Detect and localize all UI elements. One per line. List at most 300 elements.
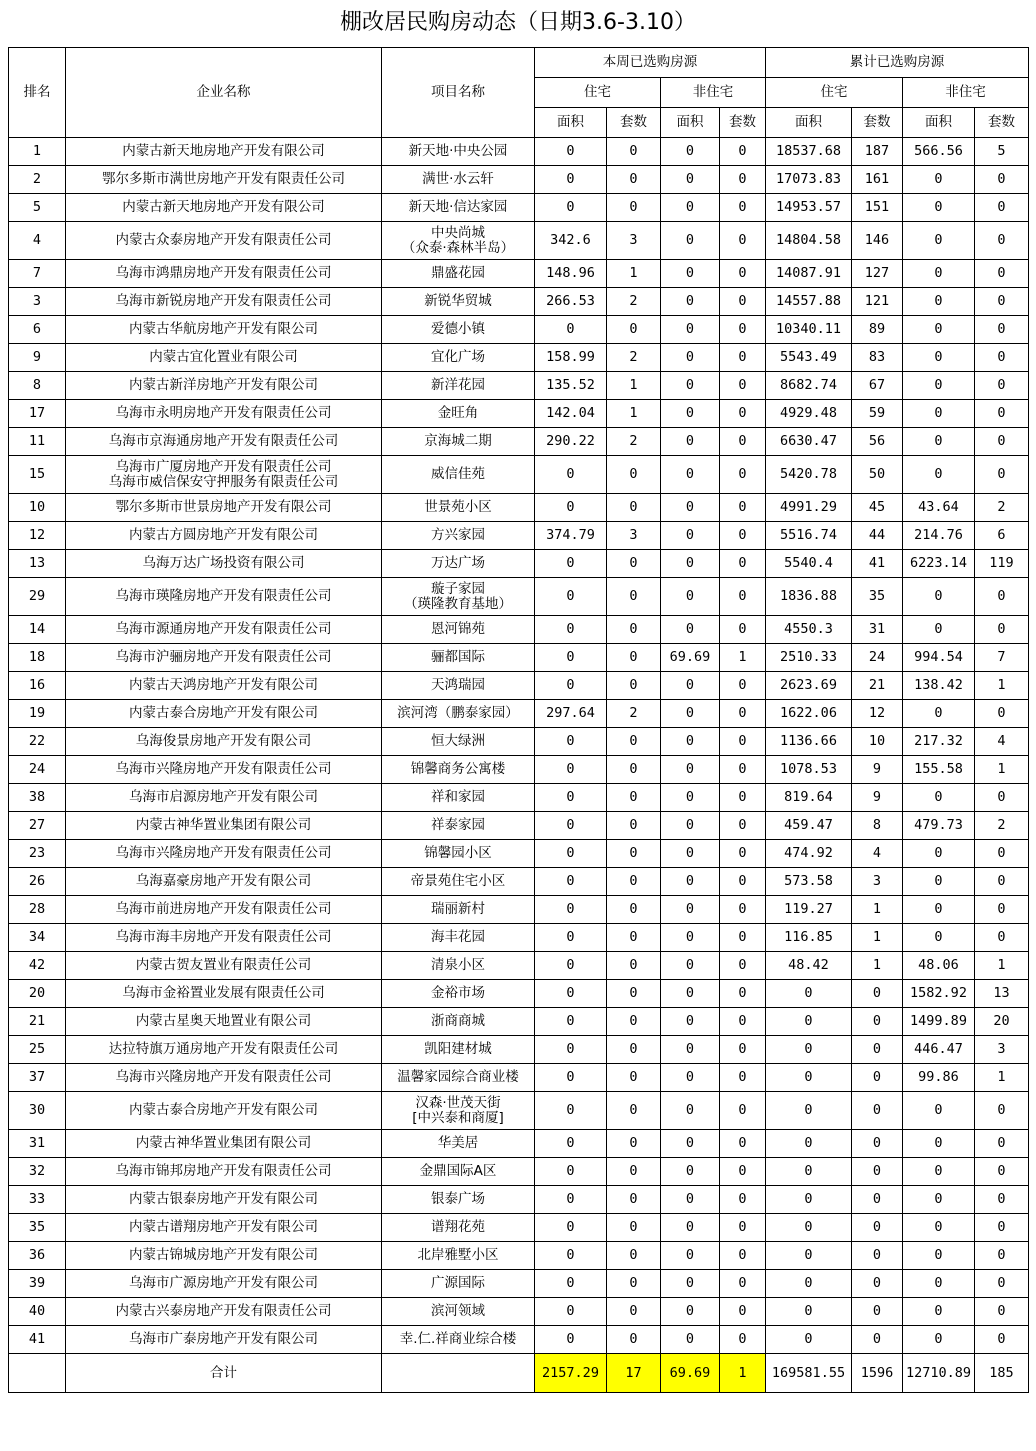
cell-cum-res-area: 0 bbox=[766, 1298, 852, 1326]
cell-week-res-area: 374.79 bbox=[535, 522, 607, 550]
cell-company: 内蒙古神华置业集团有限公司 bbox=[66, 812, 382, 840]
cell-rank: 2 bbox=[9, 166, 66, 194]
cell-week-res-units: 3 bbox=[607, 522, 661, 550]
cell-week-res-units: 0 bbox=[607, 980, 661, 1008]
cell-company: 内蒙古星奥天地置业有限公司 bbox=[66, 1008, 382, 1036]
cell-week-non-units: 0 bbox=[720, 166, 766, 194]
cell-week-res-units: 0 bbox=[607, 494, 661, 522]
cell-cum-res-area: 2623.69 bbox=[766, 672, 852, 700]
cell-cum-res-area: 0 bbox=[766, 1008, 852, 1036]
cell-cum-non-units: 1 bbox=[975, 672, 1029, 700]
cell-week-non-units: 0 bbox=[720, 924, 766, 952]
cell-week-non-units: 0 bbox=[720, 1036, 766, 1064]
cell-rank: 20 bbox=[9, 980, 66, 1008]
cell-week-res-units: 0 bbox=[607, 1008, 661, 1036]
cell-cum-res-units: 12 bbox=[852, 700, 903, 728]
table-row bbox=[9, 316, 1029, 344]
cell-cum-res-units: 0 bbox=[852, 1214, 903, 1242]
total-cum-res-units: 1596 bbox=[852, 1354, 903, 1393]
header-units: 套数 bbox=[852, 108, 903, 138]
cell-rank: 11 bbox=[9, 428, 66, 456]
cell-company: 乌海市广源房地产开发有限公司 bbox=[66, 1270, 382, 1298]
cell-cum-res-area: 0 bbox=[766, 1270, 852, 1298]
cell-cum-res-area: 116.85 bbox=[766, 924, 852, 952]
cell-week-res-area: 0 bbox=[535, 194, 607, 222]
cell-week-non-area: 0 bbox=[661, 400, 720, 428]
cell-company: 乌海市兴隆房地产开发有限责任公司 bbox=[66, 840, 382, 868]
cell-company: 乌海市京海通房地产开发有限责任公司 bbox=[66, 428, 382, 456]
cell-cum-res-area: 459.47 bbox=[766, 812, 852, 840]
table-row bbox=[9, 784, 1029, 812]
cell-project: 汉森·世茂天街 [中兴泰和商厦] bbox=[382, 1092, 535, 1130]
cell-company: 乌海市鸿鼎房地产开发有限责任公司 bbox=[66, 260, 382, 288]
cell-cum-res-units: 0 bbox=[852, 1242, 903, 1270]
cell-project: 祥和家园 bbox=[382, 784, 535, 812]
cell-rank: 35 bbox=[9, 1214, 66, 1242]
cell-week-res-area: 0 bbox=[535, 644, 607, 672]
cell-week-res-area: 0 bbox=[535, 1092, 607, 1130]
header-company: 企业名称 bbox=[66, 48, 382, 138]
page-title: 棚改居民购房动态（日期3.6-3.10） bbox=[340, 10, 696, 35]
cell-cum-res-units: 67 bbox=[852, 372, 903, 400]
cell-week-res-units: 0 bbox=[607, 616, 661, 644]
cell-company: 乌海市金裕置业发展有限责任公司 bbox=[66, 980, 382, 1008]
cell-cum-non-units: 0 bbox=[975, 194, 1029, 222]
header-area: 面积 bbox=[535, 108, 607, 138]
cell-cum-non-units: 0 bbox=[975, 1242, 1029, 1270]
cell-project: 金旺角 bbox=[382, 400, 535, 428]
table-row bbox=[9, 550, 1029, 578]
cell-project: 银泰广场 bbox=[382, 1186, 535, 1214]
cell-cum-res-units: 1 bbox=[852, 896, 903, 924]
cell-cum-res-area: 8682.74 bbox=[766, 372, 852, 400]
header-units: 套数 bbox=[720, 108, 766, 138]
cell-week-res-units: 0 bbox=[607, 868, 661, 896]
cell-cum-non-units: 0 bbox=[975, 428, 1029, 456]
cell-company: 内蒙古新天地房地产开发有限公司 bbox=[66, 194, 382, 222]
cell-week-non-units: 0 bbox=[720, 578, 766, 616]
cell-cum-non-units: 0 bbox=[975, 1130, 1029, 1158]
cell-project: 威信佳苑 bbox=[382, 456, 535, 494]
cell-cum-res-area: 0 bbox=[766, 980, 852, 1008]
cell-rank: 3 bbox=[9, 288, 66, 316]
cell-cum-non-units: 0 bbox=[975, 344, 1029, 372]
cell-cum-non-units: 0 bbox=[975, 1186, 1029, 1214]
cell-week-res-area: 0 bbox=[535, 494, 607, 522]
cell-cum-res-area: 5420.78 bbox=[766, 456, 852, 494]
cell-cum-res-area: 0 bbox=[766, 1064, 852, 1092]
cell-week-res-area: 0 bbox=[535, 1158, 607, 1186]
cell-rank: 6 bbox=[9, 316, 66, 344]
cell-cum-res-units: 41 bbox=[852, 550, 903, 578]
cell-week-non-units: 0 bbox=[720, 550, 766, 578]
cell-week-res-area: 0 bbox=[535, 456, 607, 494]
cell-company: 乌海市新锐房地产开发有限责任公司 bbox=[66, 288, 382, 316]
cell-week-non-area: 0 bbox=[661, 840, 720, 868]
cell-cum-res-units: 151 bbox=[852, 194, 903, 222]
cell-cum-res-units: 45 bbox=[852, 494, 903, 522]
cell-cum-res-units: 0 bbox=[852, 1064, 903, 1092]
table-row bbox=[9, 522, 1029, 550]
cell-week-non-area: 0 bbox=[661, 728, 720, 756]
cell-week-non-area: 0 bbox=[661, 700, 720, 728]
cell-cum-non-units: 3 bbox=[975, 1036, 1029, 1064]
cell-cum-non-area: 0 bbox=[903, 1158, 975, 1186]
cell-week-non-units: 0 bbox=[720, 400, 766, 428]
header-area: 面积 bbox=[661, 108, 720, 138]
header-rank: 排名 bbox=[9, 48, 66, 138]
cell-rank: 9 bbox=[9, 344, 66, 372]
cell-project: 浙商商城 bbox=[382, 1008, 535, 1036]
cell-cum-non-area: 0 bbox=[903, 166, 975, 194]
cell-cum-res-units: 8 bbox=[852, 812, 903, 840]
cell-cum-non-area: 0 bbox=[903, 428, 975, 456]
cell-cum-res-units: 0 bbox=[852, 1270, 903, 1298]
cell-week-non-units: 0 bbox=[720, 428, 766, 456]
table-row bbox=[9, 924, 1029, 952]
cell-rank: 18 bbox=[9, 644, 66, 672]
cell-cum-res-units: 0 bbox=[852, 1036, 903, 1064]
cell-week-res-area: 297.64 bbox=[535, 700, 607, 728]
cell-rank: 28 bbox=[9, 896, 66, 924]
cell-project: 新洋花园 bbox=[382, 372, 535, 400]
cell-project: 世景苑小区 bbox=[382, 494, 535, 522]
cell-week-res-area: 0 bbox=[535, 1036, 607, 1064]
cell-cum-res-area: 1622.06 bbox=[766, 700, 852, 728]
cell-cum-non-units: 0 bbox=[975, 260, 1029, 288]
cell-cum-non-area: 43.64 bbox=[903, 494, 975, 522]
cell-company: 内蒙古众泰房地产开发有限责任公司 bbox=[66, 222, 382, 260]
cell-rank: 39 bbox=[9, 1270, 66, 1298]
cell-cum-non-area: 0 bbox=[903, 1242, 975, 1270]
cell-project: 新天地·中央公园 bbox=[382, 138, 535, 166]
cell-cum-res-area: 1836.88 bbox=[766, 578, 852, 616]
cell-cum-non-area: 0 bbox=[903, 456, 975, 494]
header-cumulative: 累计已选购房源 bbox=[766, 48, 1029, 78]
cell-rank: 36 bbox=[9, 1242, 66, 1270]
cell-week-non-area: 0 bbox=[661, 166, 720, 194]
cell-week-non-units: 0 bbox=[720, 316, 766, 344]
cell-company: 乌海市兴隆房地产开发有限责任公司 bbox=[66, 1064, 382, 1092]
cell-week-non-units: 0 bbox=[720, 222, 766, 260]
cell-cum-non-units: 6 bbox=[975, 522, 1029, 550]
cell-project: 金鼎国际A区 bbox=[382, 1158, 535, 1186]
cell-rank: 32 bbox=[9, 1158, 66, 1186]
cell-week-res-units: 0 bbox=[607, 784, 661, 812]
cell-week-non-area: 0 bbox=[661, 194, 720, 222]
cell-cum-non-units: 2 bbox=[975, 812, 1029, 840]
cell-week-non-area: 0 bbox=[661, 222, 720, 260]
cell-cum-res-units: 1 bbox=[852, 924, 903, 952]
cell-week-non-area: 0 bbox=[661, 756, 720, 784]
cell-cum-res-units: 0 bbox=[852, 1326, 903, 1354]
cell-project: 万达广场 bbox=[382, 550, 535, 578]
cell-week-res-area: 0 bbox=[535, 756, 607, 784]
cell-cum-res-area: 0 bbox=[766, 1242, 852, 1270]
cell-cum-res-units: 83 bbox=[852, 344, 903, 372]
cell-cum-res-units: 121 bbox=[852, 288, 903, 316]
cell-cum-non-units: 0 bbox=[975, 166, 1029, 194]
cell-week-res-area: 148.96 bbox=[535, 260, 607, 288]
cell-week-non-units: 0 bbox=[720, 1130, 766, 1158]
cell-cum-res-area: 14087.91 bbox=[766, 260, 852, 288]
cell-cum-res-units: 187 bbox=[852, 138, 903, 166]
cell-cum-non-units: 0 bbox=[975, 1298, 1029, 1326]
table-row bbox=[9, 456, 1029, 494]
cell-rank: 17 bbox=[9, 400, 66, 428]
cell-week-res-area: 266.53 bbox=[535, 288, 607, 316]
total-cum-non-area: 12710.89 bbox=[903, 1354, 975, 1393]
cell-company: 乌海市瑛隆房地产开发有限责任公司 bbox=[66, 578, 382, 616]
table-row bbox=[9, 840, 1029, 868]
cell-rank: 13 bbox=[9, 550, 66, 578]
cell-cum-res-area: 0 bbox=[766, 1214, 852, 1242]
cell-week-res-area: 0 bbox=[535, 924, 607, 952]
table-row bbox=[9, 344, 1029, 372]
cell-week-res-area: 0 bbox=[535, 840, 607, 868]
cell-week-non-area: 0 bbox=[661, 1036, 720, 1064]
cell-project: 鼎盛花园 bbox=[382, 260, 535, 288]
cell-cum-res-area: 0 bbox=[766, 1326, 852, 1354]
cell-project: 恩河锦苑 bbox=[382, 616, 535, 644]
cell-cum-res-units: 0 bbox=[852, 980, 903, 1008]
cell-company: 乌海万达广场投资有限公司 bbox=[66, 550, 382, 578]
cell-cum-non-area: 1582.92 bbox=[903, 980, 975, 1008]
cell-cum-non-area: 0 bbox=[903, 400, 975, 428]
cell-company: 乌海市源通房地产开发有限责任公司 bbox=[66, 616, 382, 644]
cell-cum-res-units: 4 bbox=[852, 840, 903, 868]
table-row bbox=[9, 1186, 1029, 1214]
cell-project: 北岸雅墅小区 bbox=[382, 1242, 535, 1270]
cell-company: 乌海市广厦房地产开发有限责任公司 乌海市威信保安守押服务有限责任公司 bbox=[66, 456, 382, 494]
cell-company: 内蒙古华航房地产开发有限公司 bbox=[66, 316, 382, 344]
table-row bbox=[9, 494, 1029, 522]
cell-cum-non-units: 0 bbox=[975, 840, 1029, 868]
table-row bbox=[9, 1064, 1029, 1092]
header-project: 项目名称 bbox=[382, 48, 535, 138]
cell-week-non-area: 0 bbox=[661, 138, 720, 166]
cell-cum-non-units: 0 bbox=[975, 924, 1029, 952]
cell-week-non-units: 0 bbox=[720, 1214, 766, 1242]
cell-cum-res-units: 59 bbox=[852, 400, 903, 428]
cell-cum-res-units: 161 bbox=[852, 166, 903, 194]
cell-week-non-units: 0 bbox=[720, 784, 766, 812]
cell-week-res-units: 0 bbox=[607, 756, 661, 784]
cell-week-non-area: 0 bbox=[661, 456, 720, 494]
cell-cum-res-area: 1078.53 bbox=[766, 756, 852, 784]
cell-week-res-area: 342.6 bbox=[535, 222, 607, 260]
table-row bbox=[9, 194, 1029, 222]
table-row bbox=[9, 288, 1029, 316]
cell-cum-non-area: 0 bbox=[903, 840, 975, 868]
cell-project: 天鸿瑞园 bbox=[382, 672, 535, 700]
cell-cum-non-units: 1 bbox=[975, 1064, 1029, 1092]
cell-week-res-area: 0 bbox=[535, 1214, 607, 1242]
cell-week-non-area: 0 bbox=[661, 1008, 720, 1036]
cell-week-res-units: 0 bbox=[607, 1242, 661, 1270]
cell-week-non-area: 0 bbox=[661, 896, 720, 924]
cell-cum-non-area: 0 bbox=[903, 924, 975, 952]
cell-week-res-area: 0 bbox=[535, 896, 607, 924]
cell-company: 内蒙古宜化置业有限公司 bbox=[66, 344, 382, 372]
cell-cum-non-area: 0 bbox=[903, 896, 975, 924]
table-row bbox=[9, 1326, 1029, 1354]
table-row bbox=[9, 700, 1029, 728]
cell-week-non-area: 0 bbox=[661, 428, 720, 456]
table-row bbox=[9, 260, 1029, 288]
cell-cum-non-area: 155.58 bbox=[903, 756, 975, 784]
cell-project: 谱翔花苑 bbox=[382, 1214, 535, 1242]
cell-rank: 7 bbox=[9, 260, 66, 288]
cell-week-non-units: 0 bbox=[720, 756, 766, 784]
total-rank-empty bbox=[9, 1354, 66, 1393]
cell-week-res-area: 0 bbox=[535, 1242, 607, 1270]
cell-cum-res-area: 14953.57 bbox=[766, 194, 852, 222]
cell-project: 骊都国际 bbox=[382, 644, 535, 672]
cell-cum-res-units: 44 bbox=[852, 522, 903, 550]
cell-rank: 21 bbox=[9, 1008, 66, 1036]
cell-cum-non-units: 0 bbox=[975, 616, 1029, 644]
cell-week-non-area: 0 bbox=[661, 1158, 720, 1186]
cell-project: 温馨家园综合商业楼 bbox=[382, 1064, 535, 1092]
header-units: 套数 bbox=[975, 108, 1029, 138]
cell-week-res-area: 158.99 bbox=[535, 344, 607, 372]
cell-project: 锦馨商务公寓楼 bbox=[382, 756, 535, 784]
cell-cum-res-units: 56 bbox=[852, 428, 903, 456]
cell-week-res-units: 0 bbox=[607, 1270, 661, 1298]
cell-week-non-units: 0 bbox=[720, 260, 766, 288]
table-row bbox=[9, 952, 1029, 980]
table-row bbox=[9, 868, 1029, 896]
cell-cum-res-area: 14557.88 bbox=[766, 288, 852, 316]
cell-week-res-units: 0 bbox=[607, 138, 661, 166]
cell-week-non-area: 0 bbox=[661, 578, 720, 616]
cell-company: 内蒙古新洋房地产开发有限公司 bbox=[66, 372, 382, 400]
cell-cum-res-units: 3 bbox=[852, 868, 903, 896]
cell-cum-res-units: 1 bbox=[852, 952, 903, 980]
cell-week-res-units: 0 bbox=[607, 1186, 661, 1214]
cell-week-res-units: 0 bbox=[607, 1326, 661, 1354]
cell-week-non-units: 0 bbox=[720, 1186, 766, 1214]
cell-cum-non-units: 0 bbox=[975, 1326, 1029, 1354]
cell-project: 华美居 bbox=[382, 1130, 535, 1158]
cell-week-res-units: 0 bbox=[607, 672, 661, 700]
cell-week-res-units: 0 bbox=[607, 728, 661, 756]
cell-week-non-units: 0 bbox=[720, 812, 766, 840]
cell-week-non-area: 0 bbox=[661, 522, 720, 550]
cell-week-res-area: 135.52 bbox=[535, 372, 607, 400]
cell-company: 乌海市锦邦房地产开发有限责任公司 bbox=[66, 1158, 382, 1186]
table-row bbox=[9, 644, 1029, 672]
cell-week-res-units: 0 bbox=[607, 166, 661, 194]
cell-week-non-area: 69.69 bbox=[661, 644, 720, 672]
cell-week-non-area: 0 bbox=[661, 1242, 720, 1270]
cell-week-non-units: 0 bbox=[720, 288, 766, 316]
cell-cum-non-area: 0 bbox=[903, 700, 975, 728]
cell-cum-non-area: 479.73 bbox=[903, 812, 975, 840]
cell-week-non-units: 0 bbox=[720, 672, 766, 700]
cell-cum-res-units: 146 bbox=[852, 222, 903, 260]
cell-week-res-units: 2 bbox=[607, 288, 661, 316]
cell-cum-non-area: 0 bbox=[903, 222, 975, 260]
cell-rank: 31 bbox=[9, 1130, 66, 1158]
cell-company: 内蒙古兴泰房地产开发有限责任公司 bbox=[66, 1298, 382, 1326]
table-row bbox=[9, 1270, 1029, 1298]
cell-week-res-area: 0 bbox=[535, 672, 607, 700]
cell-week-res-units: 0 bbox=[607, 578, 661, 616]
cell-cum-res-area: 2510.33 bbox=[766, 644, 852, 672]
cell-project: 璇子家园 （瑛隆教育基地） bbox=[382, 578, 535, 616]
cell-project: 滨河湾（鹏泰家园） bbox=[382, 700, 535, 728]
cell-cum-non-units: 20 bbox=[975, 1008, 1029, 1036]
cell-company: 乌海市海丰房地产开发有限责任公司 bbox=[66, 924, 382, 952]
total-project-empty bbox=[382, 1354, 535, 1393]
cell-rank: 5 bbox=[9, 194, 66, 222]
cell-rank: 1 bbox=[9, 138, 66, 166]
cell-rank: 16 bbox=[9, 672, 66, 700]
cell-week-non-units: 0 bbox=[720, 1008, 766, 1036]
cell-project: 锦馨园小区 bbox=[382, 840, 535, 868]
cell-cum-non-area: 214.76 bbox=[903, 522, 975, 550]
total-week-non-area: 69.69 bbox=[661, 1354, 720, 1393]
cell-rank: 29 bbox=[9, 578, 66, 616]
cell-company: 乌海俊景房地产开发有限公司 bbox=[66, 728, 382, 756]
cell-cum-res-area: 4929.48 bbox=[766, 400, 852, 428]
cell-company: 乌海市兴隆房地产开发有限责任公司 bbox=[66, 756, 382, 784]
header-cum-residential: 住宅 bbox=[766, 78, 903, 108]
cell-cum-non-area: 0 bbox=[903, 1214, 975, 1242]
cell-company: 乌海市永明房地产开发有限责任公司 bbox=[66, 400, 382, 428]
cell-cum-non-area: 0 bbox=[903, 288, 975, 316]
cell-rank: 4 bbox=[9, 222, 66, 260]
cell-cum-res-units: 31 bbox=[852, 616, 903, 644]
cell-company: 达拉特旗万通房地产开发有限责任公司 bbox=[66, 1036, 382, 1064]
cell-week-res-units: 0 bbox=[607, 1130, 661, 1158]
cell-cum-res-units: 0 bbox=[852, 1130, 903, 1158]
cell-week-non-units: 0 bbox=[720, 1064, 766, 1092]
table-row bbox=[9, 138, 1029, 166]
cell-company: 内蒙古谱翔房地产开发有限公司 bbox=[66, 1214, 382, 1242]
cell-week-non-units: 0 bbox=[720, 372, 766, 400]
cell-week-res-units: 1 bbox=[607, 400, 661, 428]
cell-cum-non-units: 0 bbox=[975, 222, 1029, 260]
cell-rank: 37 bbox=[9, 1064, 66, 1092]
table-row bbox=[9, 756, 1029, 784]
cell-week-non-area: 0 bbox=[661, 616, 720, 644]
cell-cum-non-area: 138.42 bbox=[903, 672, 975, 700]
total-row bbox=[9, 1354, 1029, 1393]
cell-cum-non-area: 0 bbox=[903, 372, 975, 400]
cell-week-res-area: 142.04 bbox=[535, 400, 607, 428]
cell-week-non-area: 0 bbox=[661, 1092, 720, 1130]
cell-week-non-area: 0 bbox=[661, 344, 720, 372]
cell-cum-non-area: 99.86 bbox=[903, 1064, 975, 1092]
cell-cum-non-area: 6223.14 bbox=[903, 550, 975, 578]
cell-rank: 19 bbox=[9, 700, 66, 728]
cell-week-non-units: 0 bbox=[720, 868, 766, 896]
cell-cum-res-area: 0 bbox=[766, 1130, 852, 1158]
table-row bbox=[9, 1158, 1029, 1186]
cell-week-non-area: 0 bbox=[661, 784, 720, 812]
cell-rank: 30 bbox=[9, 1092, 66, 1130]
cell-week-non-units: 0 bbox=[720, 1158, 766, 1186]
cell-rank: 8 bbox=[9, 372, 66, 400]
cell-cum-non-area: 0 bbox=[903, 1270, 975, 1298]
cell-week-res-units: 0 bbox=[607, 812, 661, 840]
cell-project: 幸.仁.祥商业综合楼 bbox=[382, 1326, 535, 1354]
cell-week-non-area: 0 bbox=[661, 1270, 720, 1298]
cell-rank: 41 bbox=[9, 1326, 66, 1354]
